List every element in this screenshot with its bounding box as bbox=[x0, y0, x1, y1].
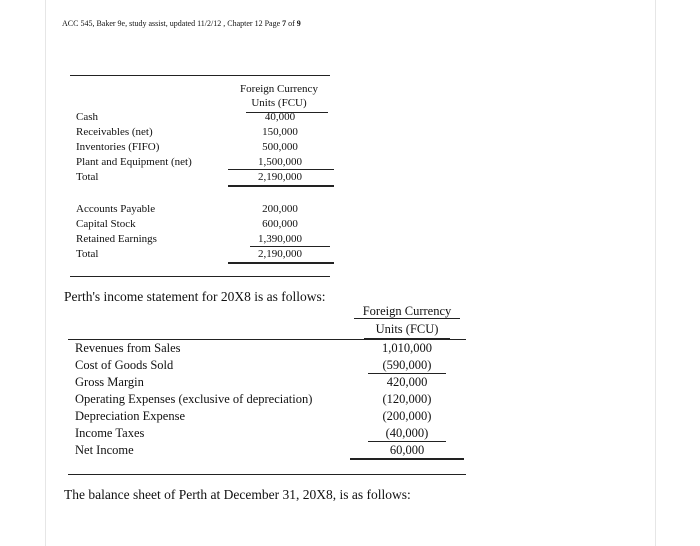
bs-equity-label: Accounts Payable bbox=[76, 203, 156, 215]
page-right-edge bbox=[655, 0, 656, 546]
page-header bbox=[62, 19, 301, 28]
is-row-value: 420,000 bbox=[386, 375, 428, 389]
bs-bottom-rule bbox=[70, 276, 330, 277]
is-row-value: 1,010,000 bbox=[382, 341, 432, 355]
bs-assets-total-rule bbox=[228, 185, 334, 187]
bs-asset-value: 1,500,000 bbox=[258, 156, 302, 168]
bs-equity-total-rule bbox=[228, 262, 334, 264]
balance-intro-text: The balance sheet of Perth at December 31, 20X8, is as follows: bbox=[64, 487, 411, 502]
is-row-label: Revenues from Sales bbox=[75, 341, 181, 355]
bs-asset-value: 150,000 bbox=[262, 126, 298, 138]
bs-asset-value: 2,190,000 bbox=[258, 171, 302, 183]
is-column-header-line2: Units (FCU) bbox=[375, 322, 439, 336]
bs-equity-value: 600,000 bbox=[262, 218, 298, 230]
bs-asset-value: 40,000 bbox=[264, 111, 296, 123]
bs-top-rule bbox=[70, 75, 330, 76]
is-row-label: Net Income bbox=[75, 443, 134, 457]
bs-column-header-line2: Units (FCU) bbox=[251, 97, 307, 109]
header-text: ACC 545, Baker 9e, study assist, updated 11/2/12 , Chapter 12 Page bbox=[62, 19, 283, 28]
is-row-value: (40,000) bbox=[385, 426, 429, 440]
bs-asset-value: 500,000 bbox=[262, 141, 298, 153]
is-row-label: Depreciation Expense bbox=[75, 409, 186, 423]
bs-assets-subtotal-rule bbox=[228, 169, 334, 170]
is-header-underline bbox=[354, 318, 460, 319]
is-row-label: Cost of Goods Sold bbox=[75, 358, 174, 372]
is-row-label: Operating Expenses (exclusive of depreciation) bbox=[75, 392, 313, 406]
bs-equity-label: Total bbox=[76, 248, 99, 260]
is-row-label: Gross Margin bbox=[75, 375, 144, 389]
is-column-header-line1: Foreign Currency bbox=[362, 304, 452, 318]
bs-asset-label: Cash bbox=[76, 111, 98, 123]
is-cogs-rule bbox=[368, 373, 446, 374]
is-taxes-rule bbox=[368, 441, 446, 442]
bs-asset-label: Total bbox=[76, 171, 99, 183]
bs-column-header-line1: Foreign Currency bbox=[240, 83, 318, 95]
is-net-income-rule bbox=[350, 458, 464, 460]
bs-asset-label: Plant and Equipment (net) bbox=[76, 156, 192, 168]
bs-equity-value: 2,190,000 bbox=[258, 248, 302, 260]
bs-asset-label: Inventories (FIFO) bbox=[76, 141, 160, 153]
page-left-edge bbox=[45, 0, 46, 546]
is-bottom-rule bbox=[68, 474, 466, 475]
is-row-value: (120,000) bbox=[382, 392, 432, 406]
bs-asset-label: Receivables (net) bbox=[76, 126, 153, 138]
bs-equity-value: 200,000 bbox=[262, 203, 298, 215]
bs-equity-label: Retained Earnings bbox=[76, 233, 157, 245]
is-row-value: (590,000) bbox=[382, 358, 432, 372]
header-page-number: 7 bbox=[282, 19, 287, 28]
is-row-value: 60,000 bbox=[389, 443, 425, 457]
is-row-value: (200,000) bbox=[382, 409, 432, 423]
bs-equity-value: 1,390,000 bbox=[258, 233, 302, 245]
is-row-label: Income Taxes bbox=[75, 426, 145, 440]
header-page-of: of bbox=[286, 19, 297, 28]
income-intro-text: Perth's income statement for 20X8 is as follows: bbox=[64, 289, 326, 304]
bs-equity-label: Capital Stock bbox=[76, 218, 136, 230]
bs-equity-subtotal-rule bbox=[250, 246, 330, 247]
header-page-total: 9 bbox=[296, 19, 301, 28]
